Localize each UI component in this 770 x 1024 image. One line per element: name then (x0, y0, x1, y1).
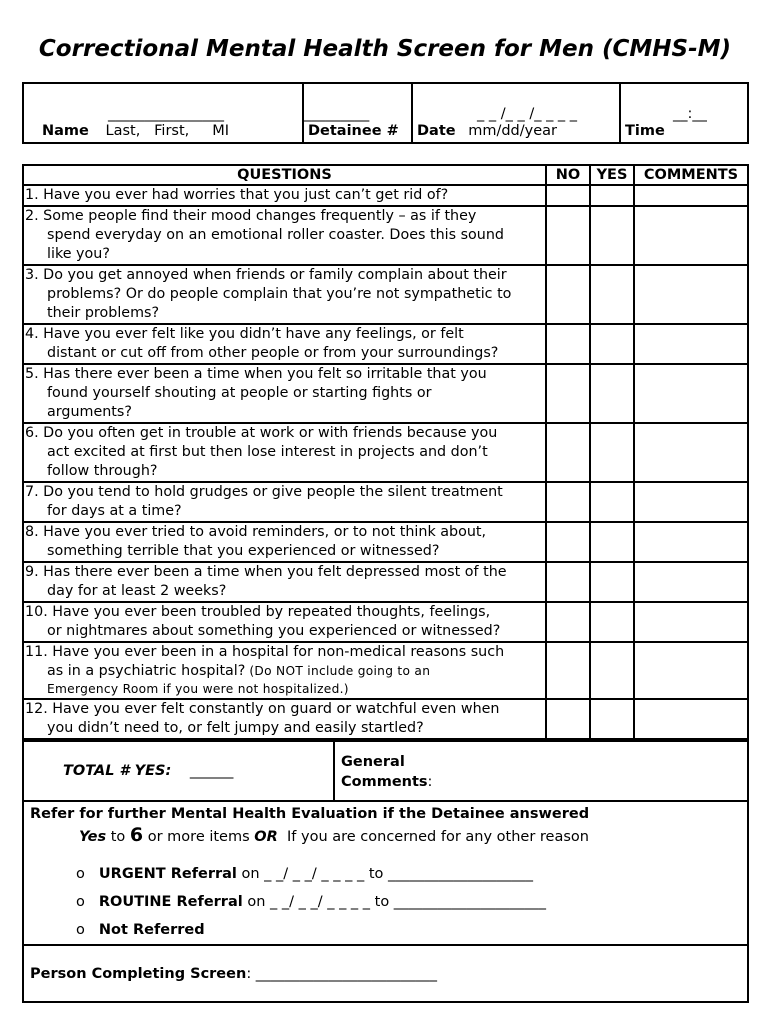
question-line: for days at a time? (47, 503, 182, 519)
time-blank: __:__ (673, 106, 707, 122)
six-number: 6 (129, 824, 144, 846)
name-cell[interactable] (23, 83, 303, 143)
name-blank: ________________ (108, 106, 224, 122)
question-line: follow through? (47, 463, 158, 479)
question-text (23, 562, 546, 602)
question-text (23, 522, 546, 562)
name-label: Name (42, 123, 89, 139)
name-format: Last, First, MI (105, 123, 230, 139)
yes-checkbox[interactable] (590, 522, 634, 562)
comments-colon: : (427, 774, 433, 790)
no-checkbox[interactable] (546, 265, 590, 324)
question-line (25, 662, 541, 681)
table-row (23, 602, 748, 642)
table-row (23, 642, 748, 699)
questions-table (22, 164, 749, 740)
no-header: NO (546, 165, 590, 185)
question-line: spend everyday on an emotional roller coaster. Does this sound (47, 227, 505, 243)
question-text (23, 482, 546, 522)
table-row (23, 699, 748, 739)
urgent-fields[interactable]: on _ _/ _ _/ _ _ _ _ to ____________________ (236, 866, 533, 882)
comments-field[interactable] (634, 482, 748, 522)
or-more-text: or more items (143, 829, 255, 845)
detainee-label: Detainee # (308, 123, 399, 139)
question-line: you didn’t need to, or felt jumpy and easily startled? (47, 720, 424, 736)
yes-checkbox[interactable] (590, 324, 634, 364)
table-row (23, 364, 748, 423)
comments-field[interactable] (634, 185, 748, 206)
question-line: distant or cut off from other people or from your surroundings? (47, 345, 499, 361)
question-line: found yourself shouting at people or starting fights or (47, 385, 432, 401)
table-row (23, 185, 748, 206)
table-row (23, 206, 748, 265)
table-row (23, 482, 748, 522)
question-text (23, 642, 546, 699)
to-word: to (106, 829, 130, 845)
question-text (23, 602, 546, 642)
yes-checkbox[interactable] (590, 364, 634, 423)
question-line: 10. Have you ever been troubled by repeated thoughts, feelings, (25, 604, 491, 620)
not-referred-label: Not Referred (98, 922, 205, 938)
not-referred-option[interactable] (76, 916, 747, 944)
question-text (23, 206, 546, 265)
questions-header: QUESTIONS (23, 165, 546, 185)
question-line: 4. Have you ever felt like you didn’t have any feelings, or felt (25, 326, 464, 342)
no-checkbox[interactable] (546, 482, 590, 522)
general-label: General (341, 754, 405, 770)
routine-bullet-icon: o (76, 894, 85, 910)
yes-checkbox[interactable] (590, 642, 634, 699)
comments-field[interactable] (634, 423, 748, 482)
date-cell[interactable] (412, 83, 620, 143)
yes-checkbox[interactable] (590, 699, 634, 739)
table-row (23, 562, 748, 602)
question-text (23, 265, 546, 324)
no-checkbox[interactable] (546, 562, 590, 602)
yes-checkbox[interactable] (590, 482, 634, 522)
no-checkbox[interactable] (546, 324, 590, 364)
routine-referral-option[interactable] (76, 888, 747, 916)
yes-word: Yes (79, 829, 107, 845)
question-line: 3. Do you get annoyed when friends or family complain about their (25, 267, 507, 283)
comments-field[interactable] (634, 699, 748, 739)
urgent-label: URGENT Referral (98, 866, 237, 882)
q11-note-2: Emergency Room if you were not hospitalized.) (47, 682, 349, 696)
table-row (23, 265, 748, 324)
question-line: or nightmares about something you experienced or witnessed? (47, 623, 501, 639)
general-comments-cell[interactable] (334, 741, 748, 801)
not-referred-bullet-icon: o (76, 922, 85, 938)
question-text (23, 423, 546, 482)
question-line: something terrible that you experienced or witnessed? (47, 543, 440, 559)
no-checkbox[interactable] (546, 642, 590, 699)
questions-body (23, 185, 748, 739)
concern-text: If you are concerned for any other reason (277, 829, 589, 845)
yes-checkbox[interactable] (590, 206, 634, 265)
person-blank: : _________________________ (246, 965, 438, 982)
comments-header: COMMENTS (634, 165, 748, 185)
date-format: mm/dd/year (468, 123, 557, 139)
referral-cell (23, 801, 748, 945)
detainee-cell[interactable] (303, 83, 412, 143)
time-label: Time (625, 123, 665, 139)
comments-field[interactable] (634, 562, 748, 602)
refer-text: Refer for further Mental Health Evaluation if the Detainee answered (30, 806, 590, 822)
table-row (23, 522, 748, 562)
comments-field[interactable] (634, 522, 748, 562)
routine-label: ROUTINE Referral (98, 894, 243, 910)
refer-criteria (79, 824, 747, 848)
comments-field[interactable] (634, 265, 748, 324)
or-word: OR (254, 829, 278, 845)
no-checkbox[interactable] (546, 602, 590, 642)
person-label: Person Completing Screen (30, 965, 247, 982)
urgent-referral-option[interactable] (76, 860, 747, 888)
total-label: TOTAL # YES: (63, 763, 172, 779)
question-line: like you? (47, 246, 110, 262)
date-label: Date (417, 123, 456, 139)
question-line: 1. Have you ever had worries that you just can’t get rid of? (25, 187, 449, 203)
form-title: Correctional Mental Health Screen for Men (CMHS-M) (38, 36, 732, 62)
total-cell[interactable] (23, 741, 334, 801)
question-text (23, 364, 546, 423)
comments-field[interactable] (634, 642, 748, 699)
detainee-blank: _________ (304, 106, 370, 122)
no-checkbox[interactable] (546, 423, 590, 482)
question-line: 8. Have you ever tried to avoid reminders, or to not think about, (25, 524, 487, 540)
question-line: arguments? (47, 404, 132, 420)
date-blank: _ _ /_ _ /_ _ _ _ (477, 106, 578, 122)
yes-checkbox[interactable] (590, 423, 634, 482)
table-row (23, 423, 748, 482)
question-line: day for at least 2 weeks? (47, 583, 227, 599)
question-line: 5. Has there ever been a time when you felt so irritable that you (25, 366, 487, 382)
urgent-bullet-icon: o (76, 866, 85, 882)
question-text (23, 324, 546, 364)
question-line: 7. Do you tend to hold grudges or give people the silent treatment (25, 484, 503, 500)
no-checkbox[interactable] (546, 699, 590, 739)
question-line-text: as in a psychiatric hospital? (47, 663, 246, 679)
comments-field[interactable] (634, 206, 748, 265)
time-cell[interactable] (620, 83, 748, 143)
question-text (23, 185, 546, 206)
yes-checkbox[interactable] (590, 562, 634, 602)
question-line: 9. Has there ever been a time when you felt depressed most of the (25, 564, 507, 580)
comments-label: Comments (341, 774, 428, 790)
no-checkbox[interactable] (546, 185, 590, 206)
detainee-info-table (22, 82, 749, 144)
routine-fields[interactable]: on _ _/ _ _/ _ _ _ _ to _____________________ (242, 894, 547, 910)
question-line: their problems? (47, 305, 160, 321)
total-blank: ______ (189, 763, 234, 779)
question-line: act excited at first but then lose interest in projects and don’t (47, 444, 488, 460)
question-line: 11. Have you ever been in a hospital for non-medical reasons such (25, 644, 505, 660)
yes-header: YES (590, 165, 634, 185)
question-line: problems? Or do people complain that you’re not sympathetic to (47, 286, 512, 302)
comments-field[interactable] (634, 324, 748, 364)
no-checkbox[interactable] (546, 522, 590, 562)
summary-table (22, 740, 749, 1003)
question-line: 12. Have you ever felt constantly on guard or watchful even when (25, 701, 500, 717)
person-completing-cell[interactable] (23, 945, 748, 1002)
question-text (23, 699, 546, 739)
comments-field[interactable] (634, 364, 748, 423)
no-checkbox[interactable] (546, 364, 590, 423)
question-line: 6. Do you often get in trouble at work or with friends because you (25, 425, 498, 441)
table-row (23, 324, 748, 364)
no-checkbox[interactable] (546, 206, 590, 265)
questions-header-row (23, 165, 748, 185)
yes-checkbox[interactable] (590, 185, 634, 206)
yes-checkbox[interactable] (590, 602, 634, 642)
yes-checkbox[interactable] (590, 265, 634, 324)
q11-note-1: (Do NOT include going to an (249, 664, 431, 678)
comments-field[interactable] (634, 602, 748, 642)
question-line: 2. Some people find their mood changes frequently – as if they (25, 208, 477, 224)
